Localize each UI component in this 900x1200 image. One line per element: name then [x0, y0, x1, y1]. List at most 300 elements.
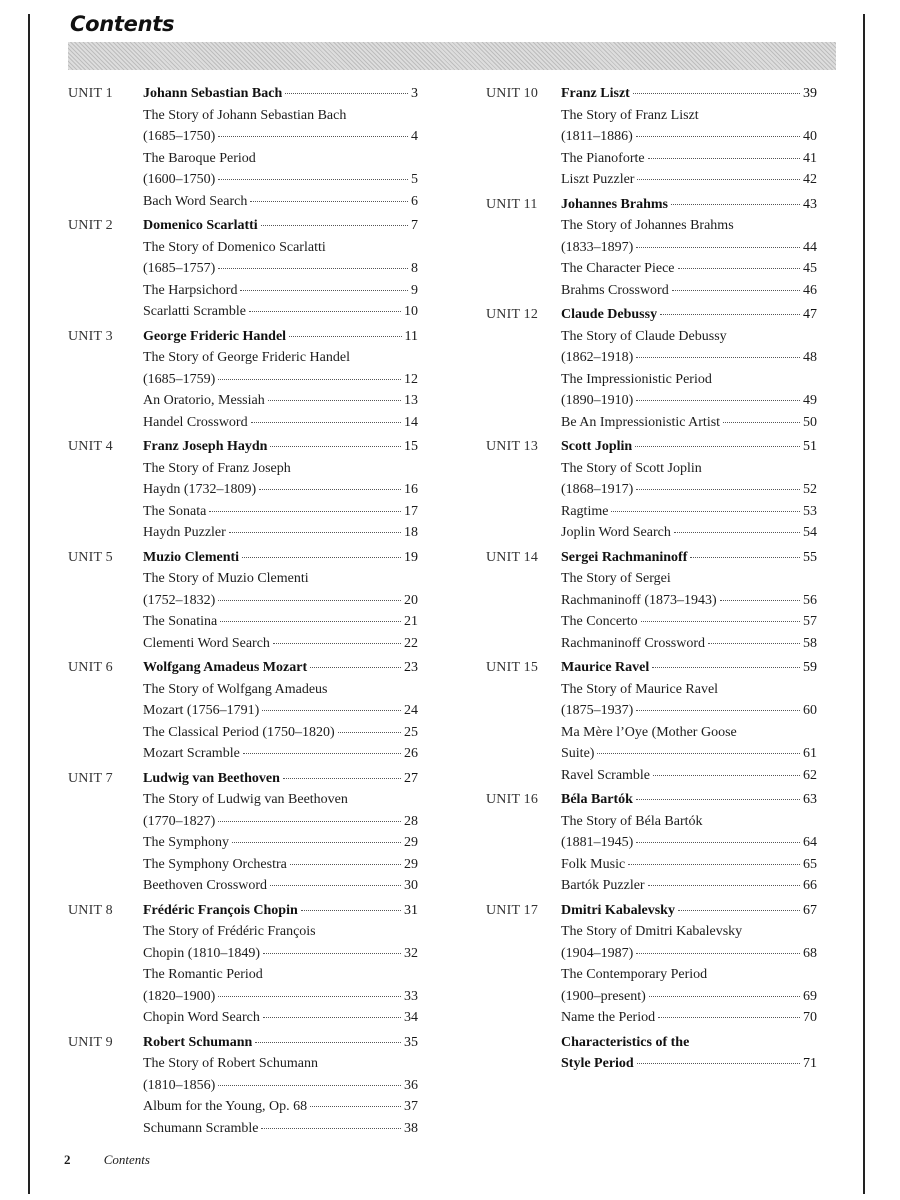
unit-label: UNIT 8 — [68, 902, 113, 918]
toc-entry[interactable] — [143, 964, 418, 1007]
entry-line — [143, 191, 418, 213]
unit-entries — [143, 547, 418, 655]
unit-label: UNIT 4 — [68, 439, 113, 454]
entry-title: Bartók Puzzler — [561, 878, 645, 893]
page-number: 57 — [803, 614, 817, 629]
toc-entry[interactable] — [143, 148, 418, 191]
dot-leader — [720, 600, 800, 601]
entry-title: Bach Word Search — [143, 193, 248, 209]
dot-leader — [338, 732, 401, 733]
toc-unit-heading[interactable] — [561, 789, 817, 811]
toc-entry[interactable] — [561, 501, 817, 523]
page-number: 21 — [404, 614, 418, 629]
entry-line — [143, 832, 418, 854]
unit-label: UNIT 11 — [486, 196, 538, 212]
toc-unit — [68, 547, 418, 655]
entry-line — [143, 1096, 418, 1118]
entry-line — [143, 811, 418, 833]
entry-title: Ludwig van Beethoven — [143, 770, 280, 786]
entry-line — [561, 832, 817, 854]
page-number: 9 — [411, 282, 418, 298]
entry-line — [561, 900, 817, 922]
toc-entry[interactable] — [143, 743, 418, 765]
toc-entry[interactable] — [143, 237, 418, 280]
toc-unit-heading[interactable] — [143, 436, 418, 458]
page-title: Contents — [70, 12, 175, 36]
toc-entry[interactable] — [561, 522, 817, 544]
dot-leader — [220, 621, 401, 622]
toc-entry[interactable] — [561, 326, 817, 369]
page-number: 63 — [803, 792, 817, 807]
entry-line — [143, 258, 418, 280]
entry-line — [561, 347, 817, 369]
entry-line — [143, 875, 418, 897]
unit-entries — [143, 83, 418, 212]
entry-line — [143, 326, 418, 348]
unit-label: UNIT 5 — [68, 549, 113, 565]
dot-leader — [636, 136, 800, 137]
toc-entry[interactable] — [561, 458, 817, 501]
entry-line — [561, 743, 817, 765]
entry-title: (1900–present) — [561, 988, 646, 1004]
dot-leader — [229, 532, 401, 533]
entry-title: (1685–1757) — [143, 261, 216, 276]
entry-title: Claude Debussy — [561, 307, 658, 322]
toc-entry[interactable] — [561, 811, 817, 854]
toc-entry[interactable] — [561, 148, 817, 170]
entry-title: Mozart (1756–1791) — [143, 703, 260, 718]
footer-page-number: 2 — [64, 1152, 71, 1167]
entry-line — [561, 501, 817, 523]
entry-title: The Harpsichord — [143, 282, 238, 298]
entry-line — [143, 1007, 418, 1029]
unit-label: UNIT 7 — [68, 770, 113, 786]
toc-entry[interactable] — [143, 875, 418, 897]
toc-entry[interactable] — [561, 1007, 817, 1029]
toc-entry[interactable] — [143, 412, 418, 434]
dot-leader — [310, 1106, 401, 1107]
entry-line — [561, 105, 817, 127]
entry-title: Chopin Word Search — [143, 1010, 260, 1025]
toc-entry[interactable] — [561, 875, 817, 897]
toc-unit-heading[interactable] — [561, 304, 817, 326]
unit-entries — [561, 194, 817, 302]
entry-line — [143, 633, 418, 655]
toc-unit-heading[interactable] — [143, 547, 418, 569]
unit-label: UNIT 17 — [486, 902, 539, 918]
page-number: 16 — [404, 482, 418, 497]
toc-unit-heading[interactable] — [561, 1032, 817, 1075]
dot-leader — [249, 311, 401, 312]
entry-title: The Symphony Orchestra — [143, 856, 287, 872]
entry-title: The Story of Dmitri Kabalevsky — [561, 924, 743, 939]
dot-leader — [671, 204, 800, 205]
entry-line — [143, 479, 418, 501]
entry-title: The Sonatina — [143, 614, 218, 629]
entry-title: Folk Music — [561, 856, 626, 872]
entry-title: Robert Schumann — [143, 1034, 253, 1050]
entry-title: Haydn Puzzler — [143, 525, 226, 540]
entry-line — [561, 633, 817, 655]
dot-leader — [262, 710, 401, 711]
page-number: 29 — [404, 856, 418, 872]
page-number: 44 — [803, 239, 817, 255]
toc-unit — [486, 83, 817, 191]
entry-line — [561, 811, 817, 833]
page-number: 28 — [404, 813, 418, 829]
entry-line — [561, 369, 817, 391]
toc-entry[interactable] — [143, 458, 418, 501]
entry-title: (1770–1827) — [143, 813, 216, 829]
toc-entry[interactable] — [143, 191, 418, 213]
entry-title: The Story of Claude Debussy — [561, 328, 727, 344]
dot-leader — [636, 953, 800, 954]
page-number: 53 — [803, 503, 817, 519]
page-number: 58 — [803, 635, 817, 651]
page-number: 70 — [803, 1010, 817, 1025]
toc-unit-heading[interactable] — [143, 215, 418, 237]
dot-leader — [259, 489, 401, 490]
unit-label: UNIT 1 — [68, 86, 113, 101]
entry-title: The Story of George Frideric Handel — [143, 350, 350, 365]
page-number: 55 — [803, 549, 817, 565]
entry-line — [143, 280, 418, 302]
entry-line — [143, 768, 418, 790]
dot-leader — [301, 910, 401, 911]
page-number: 47 — [803, 307, 817, 322]
page-number: 66 — [803, 878, 817, 893]
toc-entry[interactable] — [561, 854, 817, 876]
entry-line — [561, 700, 817, 722]
entry-title: Ma Mère l’Oye (Mother Goose — [561, 724, 737, 740]
dot-leader — [273, 643, 401, 644]
toc-unit-heading[interactable] — [561, 547, 817, 569]
dot-leader — [648, 885, 800, 886]
page-number: 54 — [803, 525, 817, 540]
entry-line — [561, 326, 817, 348]
toc-entry[interactable] — [143, 347, 418, 390]
entry-title: An Oratorio, Messiah — [143, 393, 265, 408]
entry-title: The Story of Johannes Brahms — [561, 218, 734, 233]
entry-line — [143, 105, 418, 127]
page-number: 17 — [404, 503, 418, 519]
toc-unit-heading[interactable] — [561, 83, 817, 105]
entry-title: (1862–1918) — [561, 350, 634, 365]
toc-entry[interactable] — [561, 633, 817, 655]
toc-entry[interactable] — [143, 390, 418, 412]
dot-leader — [268, 400, 401, 401]
entry-title: Name the Period — [561, 1010, 656, 1025]
entry-title: The Story of Robert Schumann — [143, 1056, 318, 1071]
toc-entry[interactable] — [143, 921, 418, 964]
entry-title: (1875–1937) — [561, 703, 634, 718]
entry-line — [143, 547, 418, 569]
toc-unit-heading[interactable] — [561, 436, 817, 458]
page-number: 31 — [404, 902, 418, 918]
page-number: 36 — [404, 1077, 418, 1093]
page-number: 45 — [803, 261, 817, 276]
unit-entries — [561, 547, 817, 655]
dot-leader — [690, 557, 800, 558]
unit-label: UNIT 9 — [68, 1034, 113, 1050]
dot-leader — [636, 799, 800, 800]
entry-line — [143, 1053, 418, 1075]
entry-line — [561, 611, 817, 633]
toc-entry[interactable] — [143, 722, 418, 744]
entry-title: (1904–1987) — [561, 945, 634, 961]
toc-entry[interactable] — [143, 501, 418, 523]
entry-title: (1868–1917) — [561, 482, 634, 497]
toc-unit-heading[interactable] — [143, 1032, 418, 1054]
entry-title: The Story of Johann Sebastian Bach — [143, 107, 347, 123]
entry-line — [561, 258, 817, 280]
entry-line — [561, 304, 817, 326]
dot-leader — [611, 511, 800, 512]
toc-entry[interactable] — [143, 611, 418, 633]
entry-line — [143, 700, 418, 722]
page-number: 15 — [404, 439, 418, 454]
entry-line — [143, 501, 418, 523]
toc-unit — [68, 215, 418, 323]
page-number: 4 — [411, 129, 418, 144]
page-number: 61 — [803, 746, 817, 761]
dot-leader — [635, 446, 800, 447]
entry-line — [143, 126, 418, 148]
entry-title: The Story of Scott Joplin — [561, 460, 702, 476]
toc-entry[interactable] — [143, 1118, 418, 1140]
page-number: 48 — [803, 350, 817, 365]
page-number: 59 — [803, 660, 817, 675]
dot-leader — [209, 511, 401, 512]
entry-line — [143, 83, 418, 105]
toc-left-column — [68, 80, 418, 1139]
entry-title: The Story of Domenico Scarlatti — [143, 239, 326, 255]
entry-title: Scott Joplin — [561, 439, 633, 454]
toc-entry[interactable] — [143, 522, 418, 544]
page-number: 69 — [803, 988, 817, 1004]
dot-leader — [290, 864, 401, 865]
page-number: 11 — [404, 328, 418, 344]
entry-line — [561, 765, 817, 787]
page-number: 68 — [803, 945, 817, 961]
entry-title: (1833–1897) — [561, 239, 634, 255]
entry-line — [561, 479, 817, 501]
entry-title: (1881–1945) — [561, 835, 634, 850]
toc-unit-heading[interactable] — [561, 194, 817, 216]
header-pattern-band — [68, 42, 836, 70]
page-number: 37 — [404, 1099, 418, 1114]
entry-title: Dmitri Kabalevsky — [561, 902, 675, 918]
dot-leader — [218, 996, 401, 997]
toc-entry[interactable] — [561, 258, 817, 280]
entry-title: Muzio Clementi — [143, 549, 240, 565]
entry-title: Béla Bartók — [561, 792, 633, 807]
page-number: 49 — [803, 393, 817, 408]
toc-entry[interactable] — [561, 412, 817, 434]
toc-unit — [68, 1032, 418, 1140]
dot-leader — [636, 400, 800, 401]
toc-entry[interactable] — [143, 280, 418, 302]
entry-title: Ravel Scramble — [561, 767, 651, 783]
toc-unit-heading[interactable] — [143, 657, 418, 679]
dot-leader — [636, 489, 800, 490]
dot-leader — [261, 225, 408, 226]
unit-entries — [143, 1032, 418, 1140]
toc-entry[interactable] — [561, 169, 817, 191]
entry-line — [143, 390, 418, 412]
toc-entry[interactable] — [561, 568, 817, 611]
entry-title: Rachmaninoff Crossword — [561, 635, 705, 651]
unit-label: UNIT 2 — [68, 218, 113, 233]
entry-line — [143, 215, 418, 237]
entry-line — [561, 1007, 817, 1029]
page-number: 26 — [404, 746, 418, 761]
entry-line — [561, 1032, 817, 1054]
toc-entry[interactable] — [143, 633, 418, 655]
toc-unit — [68, 436, 418, 544]
entry-line — [143, 921, 418, 943]
entry-title: The Story of Sergei — [561, 571, 671, 586]
unit-label: UNIT 13 — [486, 439, 539, 454]
entry-line — [143, 611, 418, 633]
entry-line — [143, 657, 418, 679]
toc-unit-heading[interactable] — [143, 83, 418, 105]
entry-title: (1890–1910) — [561, 393, 634, 408]
dot-leader — [250, 201, 408, 202]
toc-entry[interactable] — [561, 679, 817, 722]
page-number: 32 — [404, 945, 418, 961]
unit-entries — [143, 900, 418, 1029]
entry-title: Johann Sebastian Bach — [143, 86, 283, 101]
entry-title: Clementi Word Search — [143, 635, 270, 651]
entry-title: Haydn (1732–1809) — [143, 482, 257, 497]
toc-entry[interactable] — [143, 105, 418, 148]
entry-title: Album for the Young, Op. 68 — [143, 1099, 308, 1114]
entry-title: (1810–1856) — [143, 1077, 216, 1093]
unit-label: UNIT 12 — [486, 307, 539, 322]
toc-entry[interactable] — [143, 301, 418, 323]
entry-line — [143, 900, 418, 922]
page-number: 38 — [404, 1120, 418, 1136]
page-number: 33 — [404, 988, 418, 1004]
page-number: 8 — [411, 261, 418, 276]
dot-leader — [672, 290, 800, 291]
toc-unit — [486, 1032, 817, 1075]
dot-leader — [597, 753, 800, 754]
entry-title: The Story of Frédéric François — [143, 924, 316, 939]
entry-title: The Story of Maurice Ravel — [561, 681, 719, 697]
entry-line — [143, 169, 418, 191]
dot-leader — [641, 621, 800, 622]
toc-entry[interactable] — [143, 1053, 418, 1096]
toc-entry[interactable] — [143, 854, 418, 876]
dot-leader — [251, 422, 401, 423]
entry-line — [561, 921, 817, 943]
page-number: 25 — [404, 724, 418, 740]
toc-entry[interactable] — [143, 1007, 418, 1029]
entry-title: Chopin (1810–1849) — [143, 945, 261, 961]
page-number: 6 — [411, 193, 418, 209]
page-number: 30 — [404, 878, 418, 893]
toc-unit-heading[interactable] — [143, 768, 418, 790]
entry-title: Brahms Crossword — [561, 282, 669, 298]
toc-unit-heading[interactable] — [143, 900, 418, 922]
toc-unit-heading[interactable] — [143, 326, 418, 348]
toc-unit-heading[interactable] — [561, 900, 817, 922]
entry-line — [561, 964, 817, 986]
dot-leader — [218, 1085, 401, 1086]
toc-entry[interactable] — [561, 964, 817, 1007]
page-number: 67 — [803, 902, 817, 918]
entry-line — [561, 568, 817, 590]
entry-title: Handel Crossword — [143, 414, 248, 430]
page-number: 10 — [404, 304, 418, 319]
entry-title: The Baroque Period — [143, 150, 256, 166]
toc-entry[interactable] — [143, 832, 418, 854]
toc-entry[interactable] — [561, 369, 817, 412]
entry-line — [561, 522, 817, 544]
dot-leader — [678, 910, 800, 911]
entry-title: The Classical Period (1750–1820) — [143, 724, 335, 740]
toc-unit — [486, 900, 817, 1029]
page-number: 22 — [404, 635, 418, 651]
dot-leader — [285, 93, 408, 94]
entry-line — [143, 743, 418, 765]
page-number: 64 — [803, 835, 817, 850]
toc-entry[interactable] — [561, 765, 817, 787]
entry-title: The Sonata — [143, 503, 207, 519]
toc-entry[interactable] — [143, 679, 418, 722]
dot-leader — [636, 357, 800, 358]
toc-unit-heading[interactable] — [561, 657, 817, 679]
toc-entry[interactable] — [143, 1096, 418, 1118]
toc-unit — [486, 789, 817, 897]
page-number: 23 — [404, 660, 418, 675]
entry-title: The Story of Franz Liszt — [561, 107, 699, 123]
toc-entry[interactable] — [561, 611, 817, 633]
toc-unit — [486, 436, 817, 544]
toc-entry[interactable] — [561, 722, 817, 765]
entry-title: The Story of Franz Joseph — [143, 460, 291, 476]
page-number: 19 — [404, 549, 418, 565]
toc-entry[interactable] — [561, 215, 817, 258]
entry-title: Joplin Word Search — [561, 525, 671, 540]
entry-title: The Story of Béla Bartók — [561, 813, 703, 829]
page-number: 3 — [411, 86, 418, 101]
toc-entry[interactable] — [143, 789, 418, 832]
dot-leader — [636, 247, 800, 248]
toc-entry[interactable] — [143, 568, 418, 611]
toc-entry[interactable] — [561, 921, 817, 964]
dot-leader — [708, 643, 800, 644]
dot-leader — [678, 268, 801, 269]
page-number: 42 — [803, 172, 817, 187]
entry-title: (1820–1900) — [143, 988, 216, 1004]
entry-line — [561, 854, 817, 876]
unit-entries — [143, 657, 418, 765]
entry-title: Sergei Rachmaninoff — [561, 549, 688, 565]
entry-title: Franz Liszt — [561, 86, 630, 101]
page-number: 34 — [404, 1010, 418, 1025]
entry-line — [561, 943, 817, 965]
dot-leader — [218, 268, 408, 269]
toc-entry[interactable] — [561, 105, 817, 148]
dot-leader — [218, 600, 401, 601]
entry-line — [143, 854, 418, 876]
unit-label — [486, 1032, 561, 1075]
toc-unit — [68, 657, 418, 765]
toc-entry[interactable] — [561, 280, 817, 302]
